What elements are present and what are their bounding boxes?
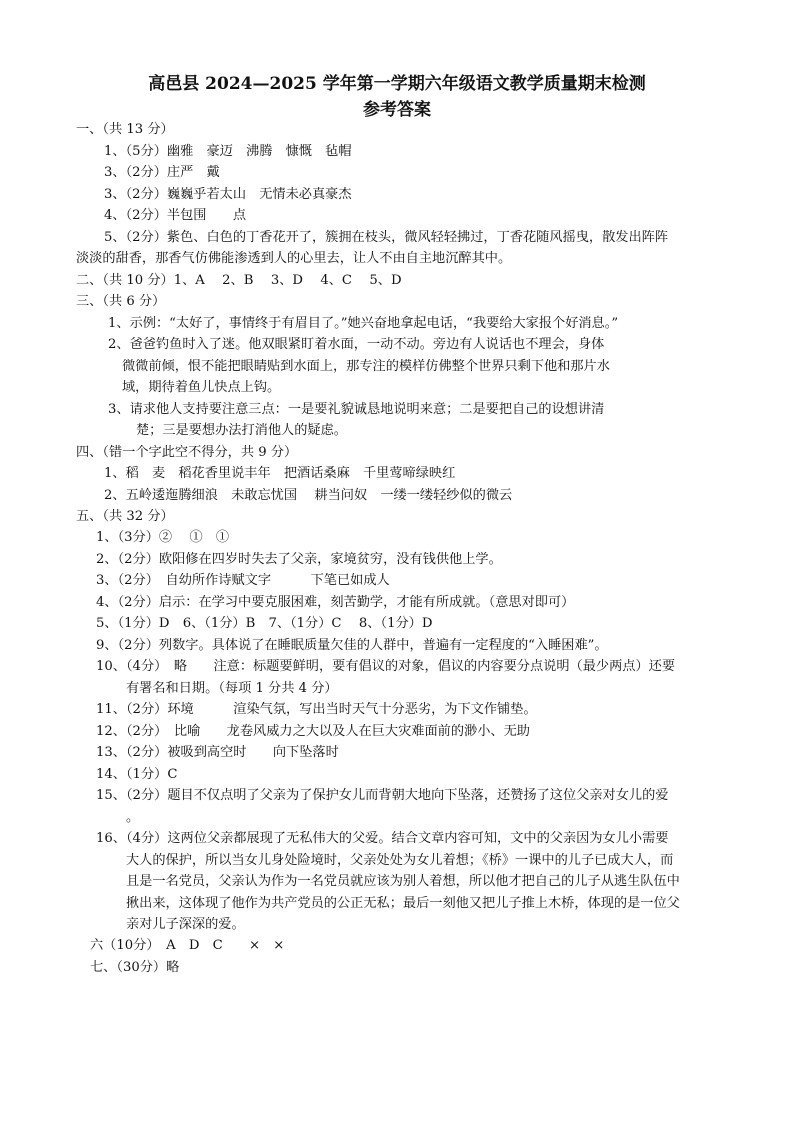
- answer-3-3: 3、请求他人支持要注意三点：一是要礼貌诚恳地说明来意；二是要把自己的设想讲清: [108, 402, 605, 417]
- answer-5-16-cont3: 揪出来，这体现了他作为共产党员的公正无私；最后一刻他又把儿子推上木桥，体现的是一位父: [126, 896, 680, 911]
- section-4-heading: 四、（错一个字此空不得分，共 9 分）: [76, 445, 298, 460]
- answer-1-5: 5、（2分）紫色、白色的丁香花开了，簇拥在枝头，微风轻轻拂过，丁香花随风摇曳，散发出阵阵: [104, 230, 669, 245]
- section-5-heading: 五、（共 32 分）: [76, 509, 174, 524]
- answer-3-2: 2、爸爸钓鱼时入了迷。他双眼紧盯着水面，一动不动。旁边有人说话也不理会，身体: [108, 337, 605, 352]
- answer-5-16-cont4: 亲对儿子深深的爱。: [126, 917, 245, 932]
- answer-5-14: 14、（1分）C: [96, 767, 178, 782]
- answer-5-16-cont2: 且是一名党员，父亲认为作为一名党员就应该为别人着想，所以他才把自己的儿子从逃生队伍中: [126, 874, 680, 889]
- answer-3-2-cont: 微微前倾，恨不能把眼睛贴到水面上，那专注的模样仿佛整个世界只剩下他和那片水: [122, 359, 610, 374]
- answer-5-13: 13、（2分）被吸到高空时 向下坠落时: [96, 745, 339, 760]
- section-3-heading: 三、（共 6 分）: [76, 294, 166, 309]
- answer-5-16-cont1: 大人的保护，所以当女儿身处险境时，父亲处处为女儿着想；《桥》一课中的儿子已成大人，而: [126, 853, 674, 868]
- answer-3-3-cont: 楚；三是要想办法打消他人的疑虑。: [136, 423, 347, 438]
- answer-1-3: 3、（2分）巍巍乎若太山 无情未必真豪杰: [104, 187, 352, 202]
- section-2-heading: 二、（共 10 分）1、A 2、B 3、D 4、C 5、D: [76, 273, 402, 288]
- answer-5-11: 11、（2分）环境 渲染气氛，写出当时天气十分恶劣，为下文作铺垫。: [96, 702, 537, 717]
- page-subtitle: 参考答案: [363, 100, 431, 120]
- page-title: 高邑县 2024—2025 学年第一学期六年级语文教学质量期末检测: [148, 74, 646, 94]
- answer-3-2-cont2: 域，期待着鱼儿快点上钩。: [122, 380, 281, 395]
- answer-4-2: 2、五岭逶迤腾细浪 未敢忘忧国 耕当问奴 一缕一缕轻纱似的微云: [104, 488, 513, 503]
- answer-5-4: 4、（2分）启示：在学习中要克服困难，刻苦勤学，才能有所成就。（意思对即可）: [96, 595, 575, 610]
- answer-5-10-cont: 有署名和日期。（每项 1 分共 4 分）: [126, 681, 338, 696]
- answer-1-2: 3、（2分）庄严 戴: [104, 165, 220, 180]
- answer-5-10: 10、（4分） 略 注意：标题要鲜明，要有倡议的对象，倡议的内容要分点说明（最少两点）还要: [96, 659, 676, 674]
- answer-1-4: 4、（2分）半包围 点: [104, 208, 247, 223]
- answer-5-15: 15、（2分）题目不仅点明了父亲为了保护女儿而背朝大地向下坠落，还赞扬了这位父亲对女儿的爱: [96, 788, 669, 803]
- answer-5-5-8: 5、（1分）D 6、（1分）B 7、（1分）C 8、（1分）D: [96, 616, 433, 631]
- answer-5-15-cont: 。: [126, 810, 140, 825]
- answer-1-1: 1、（5分）幽雅 豪迈 沸腾 慷慨 毡帽: [104, 144, 352, 159]
- answer-3-1: 1、示例：“太好了，事情终于有眉目了。”她兴奋地拿起电话，“我要给大家报个好消息。”: [108, 316, 619, 331]
- section-7: 七、（30分）略: [90, 960, 180, 975]
- answer-5-3: 3、（2分） 自幼所作诗赋文字 下笔已如成人: [96, 573, 390, 588]
- answer-5-2: 2、（2分）欧阳修在四岁时失去了父亲，家境贫穷，没有钱供他上学。: [96, 552, 502, 567]
- answer-1-5-cont: 淡淡的甜香，那香气仿佛能渗透到人的心里去，让人不由自主地沉醉其中。: [76, 251, 512, 266]
- section-1-heading: 一、（共 13 分）: [76, 122, 174, 137]
- section-6: 六（10分） A D C × ×: [90, 938, 285, 953]
- answer-5-16: 16、（4分）这两位父亲都展现了无私伟大的父爱。结合文章内容可知，文中的父亲因为女儿小需要: [96, 831, 669, 846]
- answer-5-9: 9、（2分）列数字。具体说了在睡眠质量欠佳的人群中，普遍有一定程度的“入睡困难”。: [96, 638, 608, 653]
- answer-5-12: 12、（2分） 比喻 龙卷风威力之大以及人在巨大灾难面前的渺小、无助: [96, 724, 530, 739]
- answer-5-1: 1、（3分）② ① ①: [96, 530, 230, 545]
- answer-4-1: 1、稻 麦 稻花香里说丰年 把酒话桑麻 千里莺啼绿映红: [104, 466, 456, 481]
